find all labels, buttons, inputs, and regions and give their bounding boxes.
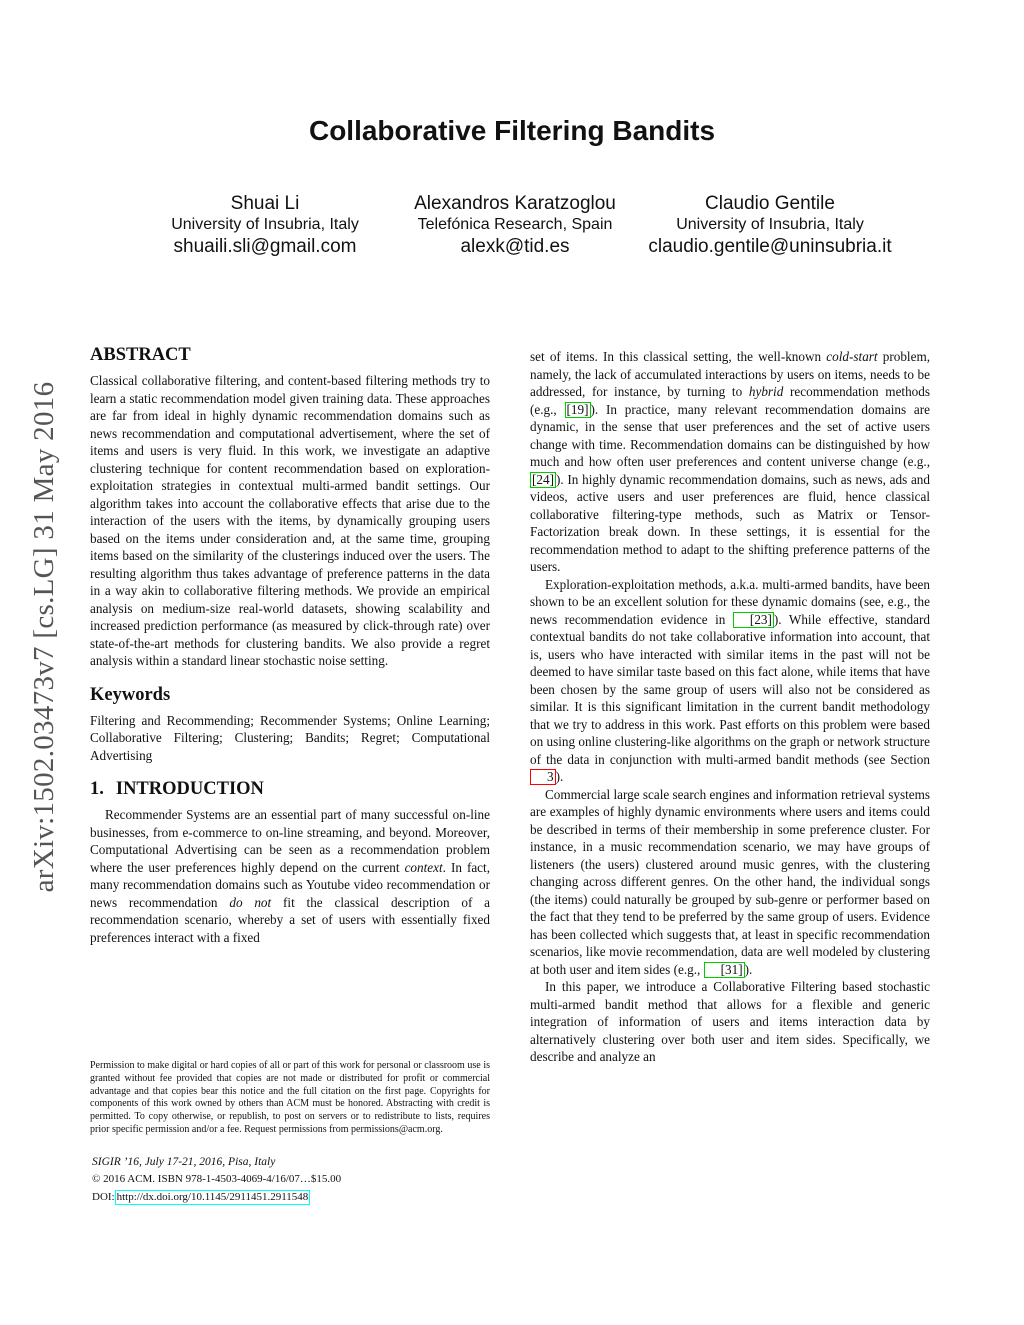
paragraph: Commercial large scale search engines and information retrieval systems are examples of highly dynamic environments where users and items could be described in terms of their membership in some preference cluster. For instance, in a music recommendation scenario, we may have groups of listeners (the users) clustered around music genres, with the clustering changing across different genres. On the other hand, the individual songs (the items) could naturally be grouped by sub-genre or performer based on the fact that they tend to be preferred by the same group of users. Evidence has been collected which suggests that, at least in specific recommendation scenarios, like movie recommendation, data are well modeled by clustering at both user and item sides (e.g., [31] ).	[530, 786, 930, 977]
author-email: shuaili.sli@gmail.com	[173, 236, 357, 257]
author-email: claudio.gentile@uninsubria.it	[648, 236, 892, 257]
paragraph: set of items. In this classical setting, the well-known cold-start problem, namely, the lack of accumulated interactions by users on items, needs to be addressed, for instance, by turning to hybrid recommendation methods (e.g., [19] ). In practice, many relevant recommendation domains are dynamic, in the sense that user preferences and the set of active users change with time. Recommendation domains can be distinguished by how much and how often user preferences and content universe change (e.g., [24] ). In highly dynamic recommendation domains, such as news, ads and videos, active users and user preferences are fluid, hence classical collaborative filtering-type methods, such as Matrix or Tensor-Factorization break down. In these settings, it is essential for the recommendation method to adapt to the shifting preference patterns of the users.	[530, 349, 931, 574]
section-number: 1.	[90, 779, 104, 799]
abstract-heading: ABSTRACT	[90, 345, 191, 365]
author-2	[390, 193, 640, 259]
author-affiliation: University of Insubria, Italy	[676, 216, 864, 233]
citation-link[interactable]: [31]	[704, 962, 745, 978]
author-name: Claudio Gentile	[705, 193, 835, 214]
arxiv-identifier: arXiv:1502.03473v7 [cs.LG] 31 May 2016	[28, 381, 60, 893]
citation-link[interactable]: [23]	[733, 612, 774, 628]
intro-paragraph: Recommender Systems are an essential part of many successful on-line businesses, from e-commerce to on-line streaming, and beyond. Moreover, Computational Advertising can be seen as a recommendation problem where the user preferences highly depend on the current context. In fact, many recommendation domains such as Youtube video recommendation or news recommendation do not fit the classical description of a recommendation scenario, whereby a set of users with essentially fixed preferences interact with a fixed	[90, 807, 490, 945]
author-affiliation: University of Insubria, Italy	[171, 216, 359, 233]
doi-line	[92, 1190, 310, 1205]
author-3	[630, 193, 910, 259]
paragraph: In this paper, we introduce a Collaborative Filtering based stochastic multi-armed bandit method that allows for a flexible and generic integration of information of users and items interaction data by alternatively clustering over both user and item sides. Specifically, we describe and analyze an	[530, 979, 930, 1064]
author-name: Shuai Li	[230, 193, 300, 214]
author-affiliation: Telefónica Research, Spain	[417, 216, 613, 233]
author-email: alexk@tid.es	[460, 236, 570, 257]
paragraph: Exploration-exploitation methods, a.k.a. multi-armed bandits, have been shown to be an excellent solution for these dynamic domains (see, e.g., the news recommendation evidence in [23] ). While effective, standard contextual bandits do not take collaborative information into account, that is, users who have interacted with similar items in the past will not be deemed to have similar taste based on this fact alone, while items that have been chosen by the same group of users will also not be considered as similar. It is this significant limitation in the current bandit methodology that we try to address in this work. Past efforts on this problem were based on using online clustering-like algorithms on the graph or network structure of the data in conjunction with multi-armed bandit methods (see Section 3 ).	[530, 576, 930, 784]
author-1	[160, 193, 370, 259]
copyright-line: © 2016 ACM. ISBN 978-1-4503-4069-4/16/07…$15.00	[92, 1173, 342, 1185]
keywords-text: Filtering and Recommending; Recommender Systems; Online Learning; Collaborative Filtering; Clustering; Bandits; Regret; Computational Advertising	[90, 712, 490, 763]
section-reference-link[interactable]: 3	[530, 769, 556, 785]
permission-notice: Permission to make digital or hard copies of all or part of this work for personal or classroom use is granted without fee provided that copies are not made or distributed for profit or commercial advantage and that copies bear this notice and the full citation on the first page. Copyrights for components of this work owned by others than ACM must be honored. Abstracting with credit is permitted. To copy otherwise, or republish, to post on servers or to redistribute to lists, requires prior specific permission and/or a fee. Request permissions from permissions@acm.org.	[90, 1060, 490, 1135]
citation-link[interactable]: [19]	[566, 401, 589, 417]
doi-label: DOI:	[92, 1191, 115, 1203]
author-name: Alexandros Karatzoglou	[414, 193, 616, 214]
right-column	[530, 348, 930, 1066]
doi-link[interactable]: http://dx.doi.org/10.1145/2911451.2911548	[116, 1191, 309, 1203]
abstract-text: Classical collaborative filtering, and content-based filtering methods try to learn a static recommendation model given training data. These approaches are far from ideal in highly dynamic recommendation domains such as news recommendation and computational advertisement, where the set of items and users is very fluid. In this work, we investigate an adaptive clustering technique for content recommendation based on exploration-exploitation strategies in contextual multi-armed bandit settings. Our algorithm takes into account the collaborative effects that arise due to the interaction of the users with the items, by dynamically grouping users based on the items under consideration and, at the same time, grouping items based on the similarity of the clusterings induced over the users. The resulting algorithm thus takes advantage of preference patterns in the data in a way akin to collaborative filtering methods. We provide an empirical analysis on medium-size real-world datasets, showing scalability and increased prediction performance (as measured by click-through rate) over state-of-the-art methods for clustering bandits. We also provide a regret analysis within a standard linear stochastic noise setting.	[90, 373, 490, 668]
keywords-heading: Keywords	[90, 684, 171, 705]
citation-link[interactable]: [24]	[532, 471, 554, 487]
introduction-heading	[90, 778, 490, 800]
paper-title: Collaborative Filtering Bandits	[308, 115, 716, 146]
left-column	[90, 344, 490, 946]
conference-venue: SIGIR ’16, July 17-21, 2016, Pisa, Italy	[92, 1156, 276, 1168]
section-title: INTRODUCTION	[115, 779, 264, 799]
